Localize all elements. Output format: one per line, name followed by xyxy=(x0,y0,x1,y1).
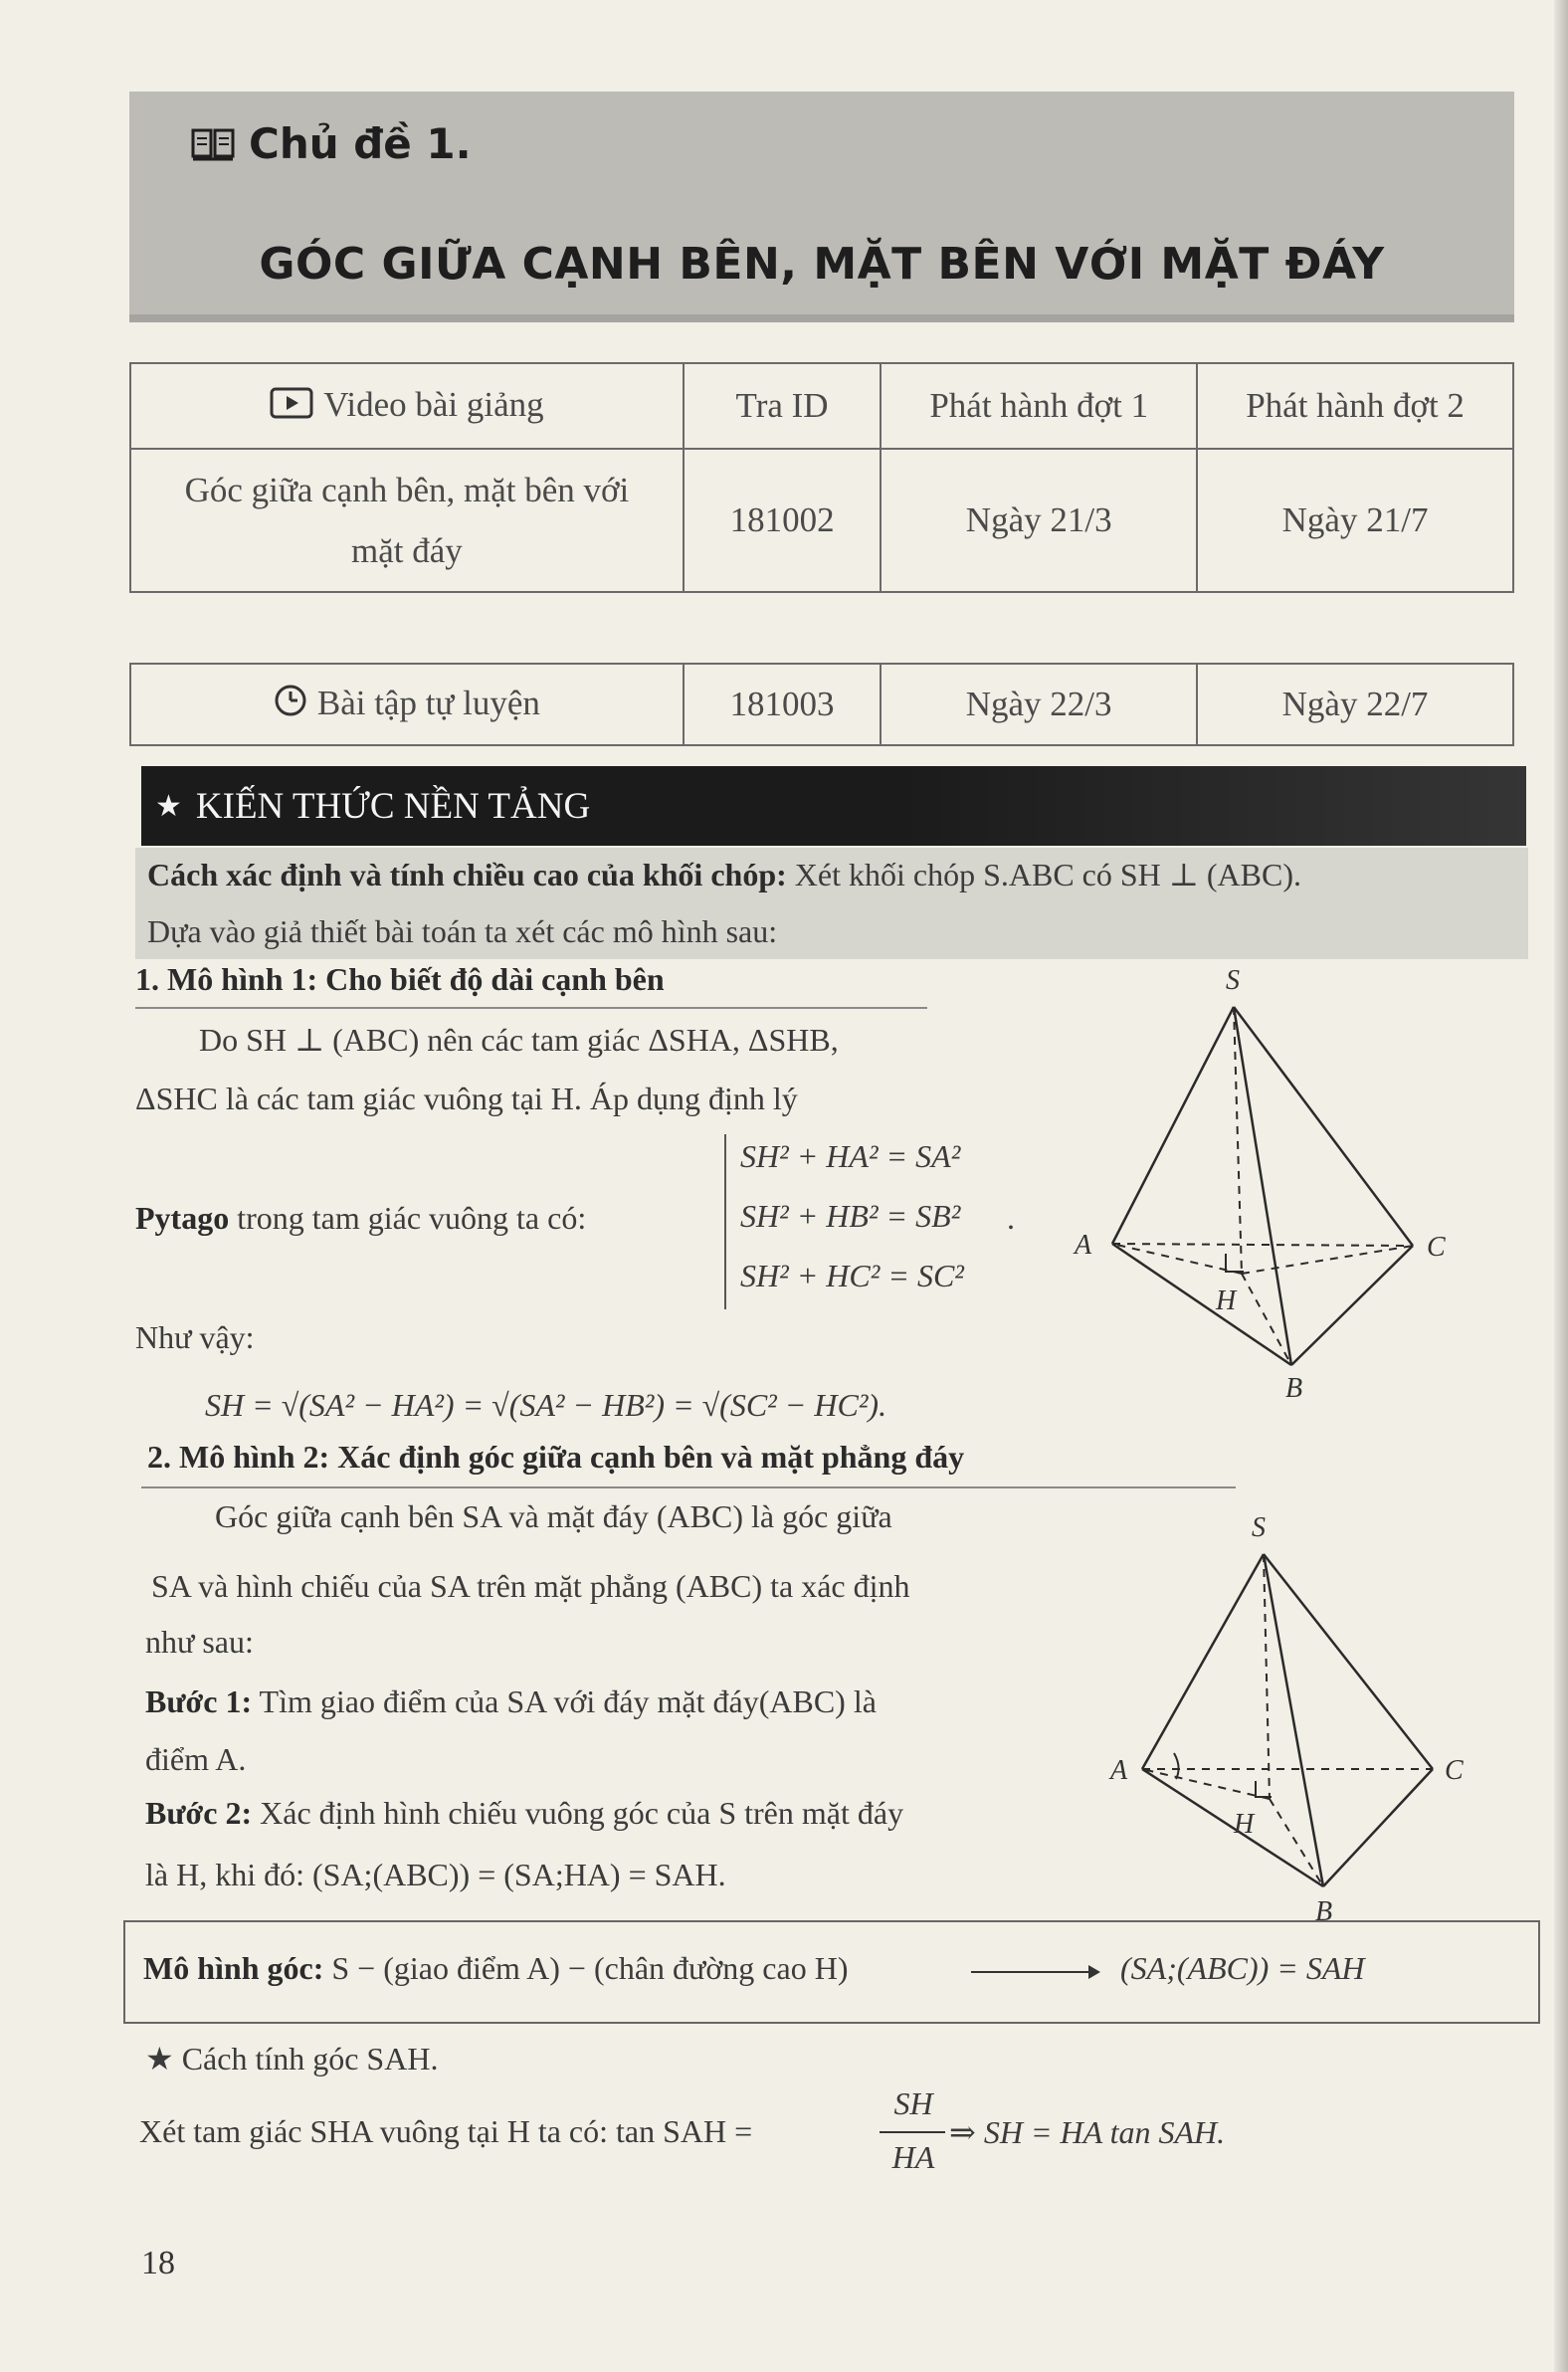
vertex-b-label-2: B xyxy=(1315,1896,1333,1927)
calc-heading: ★ Cách tính góc SAH. xyxy=(145,2041,439,2076)
lesson-release2-cell: Ngày 21/7 xyxy=(1197,449,1513,592)
height-formula: SH = √(SA² − HA²) = √(SA² − HB²) = √(SC² − HC²). xyxy=(205,1387,887,1423)
model1-text-3: Pytago trong tam giác vuông ta có: xyxy=(135,1200,587,1236)
release1-header-cell: Phát hành đợt 1 xyxy=(881,363,1197,449)
angle-model-text: Mô hình góc: S − (giao điểm A) − (chân đường cao H) xyxy=(143,1950,849,1986)
id-header-cell: Tra ID xyxy=(684,363,881,449)
star-icon: ★ xyxy=(155,789,182,823)
step1-line-2: điểm A. xyxy=(145,1741,247,1777)
model2-text-1: Góc giữa cạnh bên SA và mặt đáy (ABC) là góc giữa xyxy=(215,1498,892,1534)
foot-h-label: H xyxy=(1216,1285,1237,1316)
play-icon xyxy=(270,377,313,438)
exercise-id-cell: 181003 xyxy=(684,664,881,745)
model1-rule xyxy=(135,1007,927,1009)
model2-text-2: SA và hình chiếu của SA trên mặt phẳng (ABC) ta xác định xyxy=(151,1568,910,1604)
section-title: KIẾN THỨC NỀN TẢNG xyxy=(195,785,591,827)
model2-heading: 2. Mô hình 2: Xác định góc giữa cạnh bên và mặt phẳng đáy xyxy=(147,1439,965,1475)
book-icon xyxy=(191,126,235,162)
fraction-bar xyxy=(880,2131,945,2133)
topic-number: Chủ đề 1. xyxy=(249,119,472,168)
calc-line: Xét tam giác SHA vuông tại H ta có: tan SAH = xyxy=(139,2113,753,2149)
video-header-cell: Video bài giảng xyxy=(130,363,684,449)
header-underline xyxy=(129,314,1514,322)
clock-icon xyxy=(274,676,307,736)
equation-2: SH² + HB² = SB² xyxy=(740,1198,961,1234)
lesson-release1-cell: Ngày 21/3 xyxy=(881,449,1197,592)
equation-3: SH² + HC² = SC² xyxy=(740,1258,964,1293)
pyramid-figure-1 xyxy=(1055,955,1472,1404)
pyramid-figure-2 xyxy=(1094,1502,1492,1940)
page-edge xyxy=(1554,0,1568,2372)
release2-header-cell: Phát hành đợt 2 xyxy=(1197,363,1513,449)
fraction-numerator: SH xyxy=(893,2085,933,2121)
vertex-s-label-2: S xyxy=(1252,1512,1266,1543)
exercise-release1-cell: Ngày 22/3 xyxy=(881,664,1197,745)
vertex-a-label-2: A xyxy=(1110,1755,1128,1786)
pythagoras-system xyxy=(724,1134,1025,1309)
vertex-b-label: B xyxy=(1285,1373,1303,1404)
section-header xyxy=(141,766,1526,846)
model1-text-2: ΔSHC là các tam giác vuông tại H. Áp dụng định lý xyxy=(135,1081,798,1116)
intro-line-2: Dựa vào giả thiết bài toán ta xét các mô hình sau: xyxy=(147,913,778,949)
model1-heading: 1. Mô hình 1: Cho biết độ dài cạnh bên xyxy=(135,961,665,997)
foot-h-label-2: H xyxy=(1234,1809,1255,1840)
exercise-release2-cell: Ngày 22/7 xyxy=(1197,664,1513,745)
model1-text-4: Như vậy: xyxy=(135,1319,255,1355)
page-number: 18 xyxy=(141,2245,175,2281)
fraction-denominator: HA xyxy=(891,2139,935,2175)
topic-header xyxy=(129,92,1514,322)
angle-model-result: (SA;(ABC)) = SAH xyxy=(1120,1950,1365,1986)
system-period: . xyxy=(1007,1200,1015,1236)
topic-label xyxy=(191,119,472,168)
model2-text-3: như sau: xyxy=(145,1624,254,1660)
intro-line-1: Cách xác định và tính chiều cao của khối chóp: Xét khối chóp S.ABC có SH ⊥ (ABC). xyxy=(147,857,1301,892)
step1-line: Bước 1: Tìm giao điểm của SA với đáy mặt đáy(ABC) là xyxy=(145,1683,877,1719)
calc-after: ⇒ SH = HA tan SAH. xyxy=(949,2114,1226,2150)
topic-title: GÓC GIỮA CẠNH BÊN, MẶT BÊN VỚI MẶT ĐÁY xyxy=(259,239,1385,290)
model1-text-1: Do SH ⊥ (ABC) nên các tam giác ΔSHA, ΔSHB, xyxy=(199,1022,839,1058)
vertex-c-label: C xyxy=(1427,1232,1446,1263)
step2-line-2: là H, khi đó: (SA;(ABC)) = (SA;HA) = SAH. xyxy=(145,1857,726,1892)
vertex-s-label: S xyxy=(1226,965,1240,996)
exercise-label-cell: Bài tập tự luyện xyxy=(130,664,684,745)
step2-line: Bước 2: Xác định hình chiếu vuông góc của S trên mặt đáy xyxy=(145,1795,904,1831)
equation-1: SH² + HA² = SA² xyxy=(740,1138,961,1174)
lesson-title-cell: Góc giữa cạnh bên, mặt bên với mặt đáy xyxy=(130,449,684,592)
long-arrow-icon xyxy=(971,1962,1100,1982)
model2-rule xyxy=(141,1486,1236,1488)
lesson-table xyxy=(129,362,1514,593)
vertex-c-label-2: C xyxy=(1445,1755,1464,1786)
vertex-a-label: A xyxy=(1075,1230,1092,1261)
exercise-table xyxy=(129,663,1514,746)
lesson-id-cell: 181002 xyxy=(684,449,881,592)
